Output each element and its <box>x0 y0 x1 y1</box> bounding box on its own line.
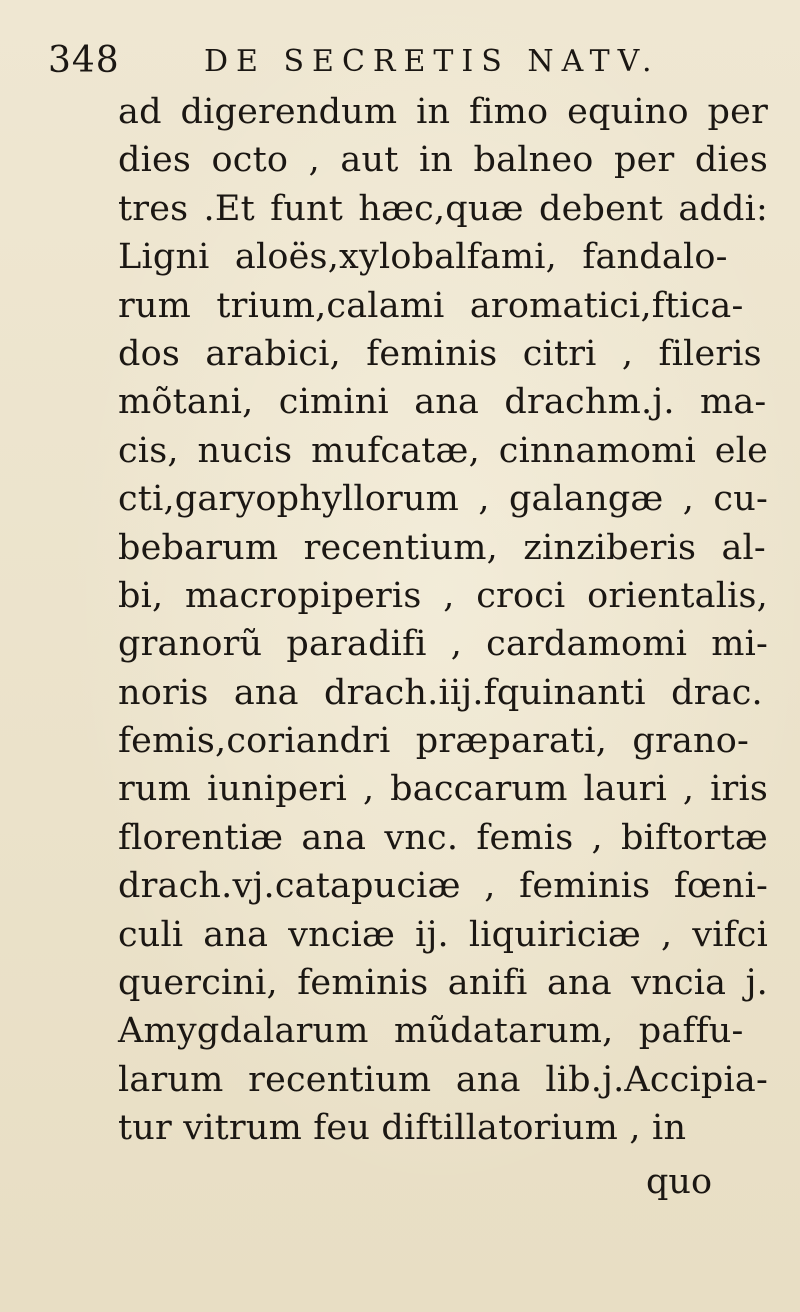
text-line: Amygdalarum mũdatarum, paffu- <box>118 1011 744 1052</box>
text-line: bebarum recentium, zinziberis al- <box>118 527 766 568</box>
text-line: rum trium,calami aromatici,ftica- <box>118 285 744 326</box>
text-line: cis, nucis mufcatæ, cinnamomi ele <box>118 430 768 471</box>
text-line: granorũ paradifi , cardamomi mi- <box>118 624 769 665</box>
catchword: quo <box>646 1162 713 1202</box>
text-line: ad digerendum in fimo equino per <box>118 92 768 132</box>
text-line: mõtani, cimini ana drachm.j. ma- <box>118 382 767 423</box>
running-head: DE SECRETIS NATV. <box>204 44 660 79</box>
text-line: culi ana vnciæ ij. liquiriciæ , vifci <box>118 914 768 955</box>
page-header <box>48 40 748 88</box>
text-line: larum recentium ana lib.j.Accipia- <box>118 1059 768 1100</box>
text-line: noris ana drach.iij.fquinanti drac. <box>118 672 763 713</box>
text-line: quercini, feminis anifi ana vncia j. <box>118 963 768 1004</box>
text-line: dos arabici, feminis citri , fileris <box>118 333 762 374</box>
text-line: Ligni aloës,xylobalfami, fandalo- <box>118 237 728 278</box>
text-line: tur vitrum feu diftillatorium , in <box>118 1108 687 1149</box>
page-number: 348 <box>48 40 120 81</box>
text-line: florentiæ ana vnc. femis , biftortæ <box>118 817 768 858</box>
text-line: cti,garyophyllorum , galangæ , cu- <box>118 479 768 520</box>
body-text <box>118 88 778 1153</box>
text-line: femis,coriandri præparati, grano- <box>118 721 750 762</box>
text-line: rum iuniperi , baccarum lauri , iris <box>118 769 769 810</box>
text-line: dies octo , aut in balneo per dies <box>118 140 768 181</box>
text-line: drach.vj.catapuciæ , feminis fœni- <box>118 866 769 907</box>
text-line: bi, macropiperis , croci orientalis, <box>118 575 768 616</box>
text-line: tres .Et funt hæc,quæ debent addi: <box>118 188 769 229</box>
